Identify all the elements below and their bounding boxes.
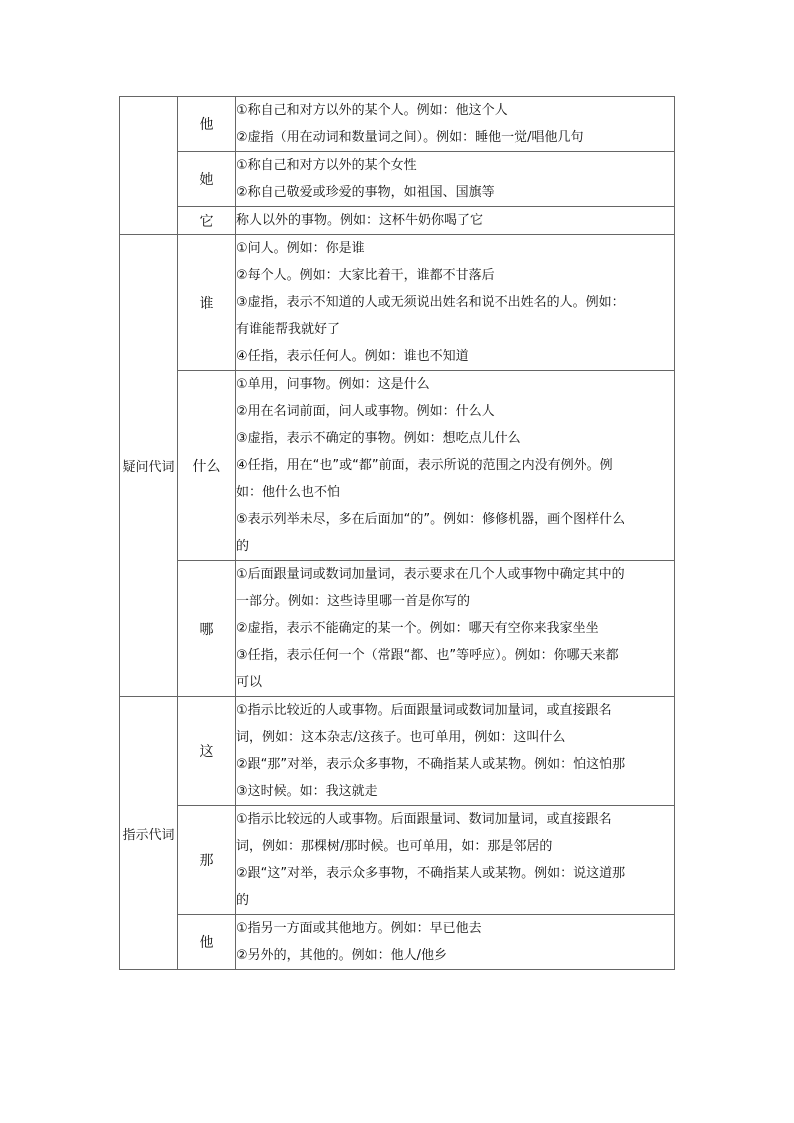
- table-row: [120, 697, 675, 806]
- definition-line: ②另外的，其他的。例如：他人/他乡: [236, 948, 448, 963]
- definition-cell: [236, 371, 675, 561]
- category-cell-personal: [120, 97, 178, 235]
- definition-line: ①后面跟量词或数词加量词，表示要求在几个人或事物中确定其中的: [236, 567, 625, 582]
- word-cell: 它: [178, 207, 236, 235]
- definition-line: 的: [236, 539, 250, 554]
- definition-line: ①指示比较远的人或事物。后面跟量词、数词加量词，或直接跟名: [236, 812, 612, 827]
- definition-line: ①指另一方面或其他地方。例如：早已他去: [236, 921, 482, 936]
- definition-line: ①指示比较近的人或事物。后面跟量词或数词加量词，或直接跟名: [236, 703, 612, 718]
- table-row: [120, 371, 675, 561]
- word-cell: 哪: [178, 561, 236, 697]
- definition-line: 词，例如：那棵树/那时候。也可单用，如：那是邻居的: [236, 839, 553, 854]
- definition-line: ②虚指，表示不能确定的某一个。例如：哪天有空你来我家坐坐: [236, 621, 599, 636]
- definition-line: ④任指，表示任何人。例如：谁也不知道: [236, 349, 469, 364]
- definition-line: ③这时候。如：我这就走: [236, 784, 378, 799]
- definition-line: ②用在名词前面，问人或事物。例如：什么人: [236, 404, 495, 419]
- category-cell-demonstrative: 指示代词: [120, 697, 178, 970]
- definition-line: 如：他什么也不怕: [236, 485, 341, 500]
- definition-line: ②每个人。例如：大家比着干，谁都不甘落后: [236, 268, 495, 283]
- table-row: [120, 915, 675, 970]
- definition-line: ②称自己敬爱或珍爱的事物，如祖国、国旗等: [236, 185, 495, 200]
- definition-line: ①单用，问事物。例如：这是什么: [236, 377, 430, 392]
- definition-cell: [236, 207, 675, 235]
- definition-line: ③任指，表示任何一个（常跟“都、也”等呼应）。例如：你哪天来都: [236, 648, 619, 663]
- definition-line: ①称自己和对方以外的某个人。例如：他这个人: [236, 103, 508, 118]
- word-cell: 谁: [178, 235, 236, 371]
- definition-line: ①称自己和对方以外的某个女性: [236, 158, 417, 173]
- definition-line: ②虚指（用在动词和数量词之间）。例如：睡他一觉/唱他几句: [236, 130, 584, 145]
- definition-line: ③虚指，表示不确定的事物。例如：想吃点儿什么: [236, 431, 521, 446]
- table-row: [120, 561, 675, 697]
- word-cell: 那: [178, 806, 236, 915]
- definition-cell: [236, 915, 675, 970]
- word-cell: 什么: [178, 371, 236, 561]
- table-row: [120, 806, 675, 915]
- definition-line: ④任指，用在“也”或“都”前面，表示所说的范围之内没有例外。例: [236, 458, 613, 473]
- word-cell: 他: [178, 915, 236, 970]
- definition-line: 词，例如：这本杂志/这孩子。也可单用，例如：这叫什么: [236, 730, 566, 745]
- definition-line: 有谁能帮我就好了: [236, 322, 341, 337]
- word-cell: 他: [178, 97, 236, 152]
- definition-line: 的: [236, 893, 250, 908]
- table-row: [120, 235, 675, 371]
- definition-cell: [236, 697, 675, 806]
- table-row: [120, 207, 675, 235]
- pronoun-table: [119, 96, 675, 970]
- definition-line: ⑤表示列举未尽，多在后面加“的”。例如：修修机器，画个图样什么: [236, 512, 626, 527]
- definition-line: ③虚指，表示不知道的人或无须说出姓名和说不出姓名的人。例如：: [236, 295, 625, 310]
- definition-cell: [236, 561, 675, 697]
- word-cell: 她: [178, 152, 236, 207]
- definition-line: 称人以外的事物。例如：这杯牛奶你喝了它: [236, 212, 484, 228]
- table-row: [120, 152, 675, 207]
- definition-cell: [236, 152, 675, 207]
- word-cell: 这: [178, 697, 236, 806]
- category-cell-interrogative: 疑问代词: [120, 235, 178, 697]
- definition-line: ②跟“那”对举，表示众多事物，不确指某人或某物。例如：怕这怕那: [236, 757, 626, 772]
- definition-cell: [236, 806, 675, 915]
- table-row: [120, 97, 675, 152]
- definition-line: 可以: [236, 675, 263, 690]
- definition-line: 一部分。例如：这些诗里哪一首是你写的: [236, 594, 471, 609]
- definition-cell: [236, 235, 675, 371]
- definition-cell: [236, 97, 675, 152]
- definition-line: ①问人。例如：你是谁: [236, 241, 365, 256]
- definition-line: ②跟“这”对举，表示众多事物，不确指某人或某物。例如：说这道那: [236, 866, 626, 881]
